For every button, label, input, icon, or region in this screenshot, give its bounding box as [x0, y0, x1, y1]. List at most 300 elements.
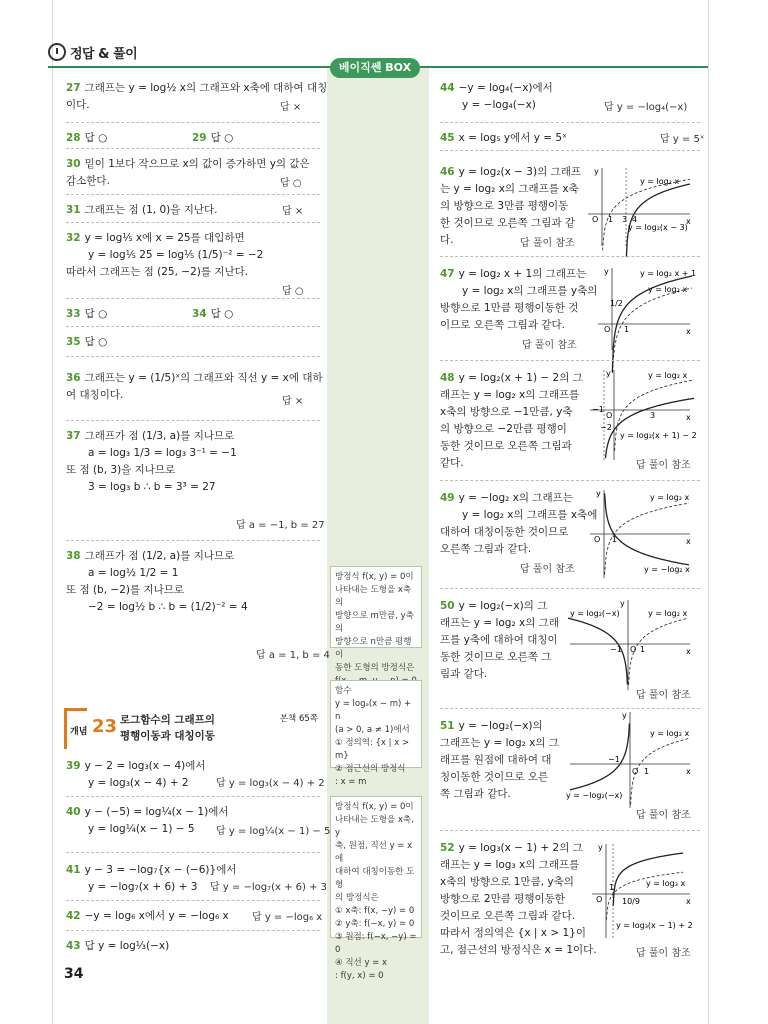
- base-curve: [603, 179, 690, 250]
- tick-minus-1: −1: [608, 755, 620, 764]
- problem-text: x축의 방향으로 1만큼, y축의: [440, 876, 574, 888]
- right-separator: [440, 708, 700, 709]
- problem-line: [440, 198, 581, 215]
- problem-line: [440, 632, 559, 649]
- side-box-2: [330, 680, 422, 787]
- problem-number: 42: [66, 910, 81, 922]
- problem-37: [66, 428, 237, 496]
- problem-line: [440, 942, 597, 959]
- side-box-line: : x = m: [335, 777, 367, 787]
- problem-number: 34: [192, 308, 207, 320]
- right-separator: [440, 122, 700, 123]
- problem-line: [66, 548, 248, 565]
- problem-line: [66, 445, 237, 462]
- problem-text: y − 3 = −log₇{x − (−6)}에서: [84, 864, 237, 876]
- page-number: 34: [64, 966, 84, 982]
- answer-31: 답 ×: [282, 206, 304, 217]
- problem-line: [440, 215, 581, 232]
- problem-line: [440, 266, 597, 283]
- problem-number: 31: [66, 204, 81, 216]
- problem-text: 래프는 y = log₂ x의 그래프를: [440, 389, 580, 401]
- base-label: y = log₂ x: [648, 285, 688, 294]
- side-box-1: [330, 566, 422, 673]
- side-box-line: 방향으로 m만큼, y축의: [335, 611, 414, 634]
- problem-43: [66, 938, 169, 955]
- x-axis-label: x: [686, 767, 691, 776]
- problem-number: 37: [66, 430, 81, 442]
- tick-1: 1: [644, 767, 650, 776]
- problem-text: 답 ○: [210, 308, 234, 320]
- problem-text: 칭이동한 것이므로 오른: [440, 771, 549, 783]
- problem-text: −2 = log½ b ∴ b = (1/2)⁻² = 4: [88, 601, 248, 613]
- problem-number: 29: [192, 132, 207, 144]
- problem-number: 40: [66, 806, 81, 818]
- problem-line: [66, 565, 248, 582]
- curve-label: y = −log₂(−x): [566, 791, 623, 800]
- base-label: y = log₂ x: [648, 371, 688, 380]
- problem-text: −y = log₄(−x)에서: [458, 82, 553, 94]
- problem-48: [440, 370, 583, 472]
- concept-label: 개념: [70, 727, 88, 737]
- left-separator: [66, 540, 320, 541]
- problem-line: [440, 490, 597, 507]
- problem-line: [66, 80, 327, 97]
- answer-50: 답 풀이 참조: [636, 690, 691, 701]
- tick-1: 1: [640, 645, 646, 654]
- problem-text: 같다.: [440, 457, 464, 469]
- tick-10-9: 10/9: [622, 897, 640, 906]
- problem-text: 래프는 y = log₂ x의 그래: [440, 617, 559, 629]
- problem-text: 밑이 1보다 작으므로 x의 값이 증가하면 y의 값은: [84, 158, 310, 170]
- problem-text: 그래프는 y = (1/5)ˣ의 그래프와 직선 y = x에 대하: [84, 372, 323, 384]
- left-separator: [66, 148, 320, 149]
- origin-label: O: [604, 325, 611, 334]
- problem-text: 따라서 정의역은 {x | x > 1}이: [440, 927, 586, 939]
- problem-line: [66, 908, 229, 925]
- answer-27: 답 ×: [280, 102, 302, 113]
- problem-text: y − (−5) = log¼(x − 1)에서: [84, 806, 229, 818]
- x-axis-label: x: [686, 647, 691, 656]
- problem-text: 따라서 그래프는 점 (25, −2)를 지난다.: [66, 266, 249, 278]
- problem-text: 고, 점근선의 방정식은 x = 1이다.: [440, 944, 597, 956]
- origin-label: O: [632, 767, 639, 776]
- curve-label: y = −log₂ x: [644, 565, 690, 574]
- problem-number: 51: [440, 720, 455, 732]
- problem-line: [440, 786, 559, 803]
- problem-line: [440, 181, 581, 198]
- problem-text: y = log₂(−x)의 그: [458, 600, 548, 612]
- problem-text: 그래프는 y = log₂ x의 그: [440, 737, 559, 749]
- problem-33: [66, 306, 107, 323]
- tick-1: 1: [608, 215, 614, 224]
- problem-52: [440, 840, 597, 959]
- answer-41: 답 y = −log₇(x + 6) + 3: [210, 882, 328, 893]
- problem-line: [440, 370, 583, 387]
- problem-29: [192, 130, 233, 147]
- problem-line: [66, 230, 263, 247]
- problem-text: 답 ○: [210, 132, 234, 144]
- answer-42: 답 y = −log₆ x: [252, 912, 323, 923]
- problem-47: [440, 266, 597, 334]
- x-axis-label: x: [686, 413, 691, 422]
- curve-label: y = log₃(x − 1) + 2: [616, 921, 693, 930]
- x-axis-label: x: [686, 217, 691, 226]
- problem-line: [440, 438, 583, 455]
- problem-text: 래프를 원점에 대하여 대: [440, 754, 552, 766]
- problem-number: 30: [66, 158, 81, 170]
- problem-text: y = log¼(x − 1) − 5: [88, 823, 195, 835]
- side-box-line: 나타내는 도형을 x축의: [335, 585, 412, 608]
- problem-text: y = log₂(x + 1) − 2의 그: [458, 372, 583, 384]
- problem-text: 3 = log₃ b ∴ b = 3³ = 27: [88, 481, 216, 493]
- answer-40: 답 y = log¼(x − 1) − 5: [216, 826, 331, 837]
- problem-line: [66, 582, 248, 599]
- problem-line: [66, 306, 107, 323]
- problem-text: 답 ○: [84, 336, 108, 348]
- problem-text: 그래프는 y = log½ x의 그래프와 x축에 대하여 대칭: [84, 82, 328, 94]
- problem-40: [66, 804, 229, 838]
- problem-line: [440, 164, 581, 181]
- right-separator: [440, 256, 700, 257]
- tick-1: 1: [624, 325, 630, 334]
- side-box-line: ④ 직선 y = x: [335, 958, 388, 968]
- problem-text: 오른쪽 그림과 같다.: [440, 543, 532, 555]
- tick-4: 4: [632, 215, 638, 224]
- problem-text: 이므로 오른쪽 그림과 같다.: [440, 319, 565, 331]
- problem-line: [66, 156, 310, 173]
- problem-text: 또 점 (b, −2)를 지나므로: [66, 584, 185, 596]
- problem-line: [192, 130, 233, 147]
- side-box-line: : f(y, x) = 0: [335, 971, 384, 981]
- concept-page-ref: 본책 65쪽: [279, 714, 318, 724]
- side-box-line: 축, 원점, 직선 y = x에: [335, 841, 413, 864]
- problem-line: [440, 507, 597, 524]
- base-label: y = log₂ x: [640, 177, 680, 186]
- side-box-line: 방향으로 n만큼 평행이: [335, 637, 412, 660]
- answer-36: 답 ×: [282, 396, 304, 407]
- problem-34: [192, 306, 233, 323]
- problem-line: [440, 752, 559, 769]
- problem-line: [440, 97, 553, 114]
- concept-title-1: 로그함수의 그래프의: [120, 714, 215, 726]
- tick-minus-1: −1: [610, 645, 622, 654]
- problem-text: −y = log₆ x에서 y = −log₆ x: [84, 910, 229, 922]
- problem-line: [440, 80, 553, 97]
- x-axis-label: x: [686, 897, 691, 906]
- problem-44: [440, 80, 553, 114]
- answer-51: 답 풀이 참조: [636, 810, 691, 821]
- problem-number: 32: [66, 232, 81, 244]
- reflected-curve: [570, 723, 629, 789]
- concept-title-2: 평행이동과 대칭이동: [120, 730, 215, 742]
- tick-3: 3: [650, 411, 656, 420]
- problem-31: [66, 202, 218, 219]
- y-axis-label: y: [594, 167, 599, 176]
- answer-45: 답 y = 5ˣ: [660, 134, 705, 145]
- problem-line: [440, 891, 597, 908]
- curve-label: y = log₂(−x): [570, 609, 620, 618]
- side-box-line: (a > 0, a ≠ 1)에서: [335, 725, 410, 735]
- problem-text: 방향으로 2만큼 평행이동한: [440, 893, 565, 905]
- tick-1: 1: [609, 883, 615, 892]
- problem-line: [66, 804, 229, 821]
- answer-47: 답 풀이 참조: [522, 340, 577, 351]
- y-axis-label: y: [606, 369, 611, 378]
- problem-line: [440, 769, 559, 786]
- side-box-3: [330, 796, 422, 981]
- side-box-line: 함수: [335, 686, 352, 696]
- problem-text: y = −log₇(x + 6) + 3: [88, 881, 198, 893]
- problem-text: 답 ○: [84, 132, 108, 144]
- left-separator: [66, 194, 320, 195]
- problem-text: 답 y = log⅓(−x): [84, 940, 170, 952]
- problem-line: [440, 317, 597, 334]
- side-box-line: ① x축: f(x, −y) = 0: [335, 906, 415, 916]
- side-box-line: ② y축: f(−x, y) = 0: [335, 919, 415, 929]
- problem-line: [440, 666, 559, 683]
- side-box-line: ② 점근선의 방정식: [335, 764, 406, 774]
- y-axis-label: y: [622, 711, 627, 720]
- left-separator: [66, 930, 320, 931]
- answer-39: 답 y = log₃(x − 4) + 2: [216, 778, 325, 789]
- problem-line: [66, 334, 107, 351]
- problem-text: y = log₂ x의 그래프를 x축에: [462, 509, 598, 521]
- answer-48: 답 풀이 참조: [636, 460, 691, 471]
- problem-text: 또 점 (b, 3)을 지나므로: [66, 464, 176, 476]
- problem-text: 쪽 그림과 같다.: [440, 788, 511, 800]
- problem-38: [66, 548, 248, 616]
- problem-text: y = −log₄(−x): [462, 99, 536, 111]
- problem-text: a = log₃ 1/3 = log₃ 3⁻¹ = −1: [88, 447, 237, 459]
- left-separator: [66, 222, 320, 223]
- side-box-line: 나타내는 도형을 x축, y: [335, 815, 414, 838]
- problem-line: [440, 874, 597, 891]
- problem-text: 동한 것이므로 오른쪽 그: [440, 651, 552, 663]
- problem-text: 의 방향으로 3만큼 평행이동: [440, 200, 569, 212]
- problem-text: 것이므로 오른쪽 그림과 같다.: [440, 910, 576, 922]
- problem-line: [440, 455, 583, 472]
- problem-text: 답 ○: [84, 308, 108, 320]
- left-separator: [66, 356, 320, 357]
- problem-number: 35: [66, 336, 81, 348]
- problem-text: 동한 것이므로 오른쪽 그림과: [440, 440, 572, 452]
- problem-42: [66, 908, 229, 925]
- left-separator: [66, 852, 320, 853]
- problem-line: [440, 598, 559, 615]
- tick-minus-1: −1: [592, 405, 604, 414]
- problem-number: 48: [440, 372, 455, 384]
- problem-text: 그래프가 점 (1/3, a)를 지나므로: [84, 430, 235, 442]
- problem-text: y = log⅕ 25 = log⅕ (1/5)⁻² = −2: [88, 249, 264, 261]
- problem-line: [66, 938, 169, 955]
- problem-line: [66, 862, 236, 879]
- problem-line: [440, 925, 597, 942]
- curve-label: y = log₂(x + 1) − 2: [620, 431, 697, 440]
- origin-label: O: [592, 215, 599, 224]
- tick-1: 1: [612, 535, 618, 544]
- problem-line: [440, 300, 597, 317]
- problem-number: 33: [66, 308, 81, 320]
- problem-text: 대하여 대칭이동한 것이므로: [440, 526, 569, 538]
- problem-line: [66, 370, 323, 387]
- problem-text: 프를 y축에 대하여 대칭이: [440, 634, 558, 646]
- problem-line: [440, 421, 583, 438]
- tick-half: 1/2: [610, 299, 623, 308]
- problem-text: y = −log₂ x의 그래프는: [458, 492, 573, 504]
- y-axis-label: y: [598, 843, 603, 852]
- problem-line: [66, 130, 107, 147]
- problem-28: [66, 130, 107, 147]
- problem-text: 그래프는 점 (1, 0)을 지난다.: [84, 204, 218, 216]
- left-separator: [66, 420, 320, 421]
- problem-number: 36: [66, 372, 81, 384]
- curve-label: y = log₂ x + 1: [640, 269, 697, 278]
- problem-39: [66, 758, 206, 792]
- problem-line: [66, 202, 218, 219]
- x-axis-label: x: [686, 327, 691, 336]
- problem-30: [66, 156, 310, 190]
- answer-32: 답 ○: [282, 286, 304, 297]
- problem-number: 43: [66, 940, 81, 952]
- problem-text: x = log₅ y에서 y = 5ˣ: [458, 132, 567, 144]
- problem-number: 28: [66, 132, 81, 144]
- problem-line: [66, 264, 263, 281]
- problem-text: 그래프가 점 (1/2, a)를 지나므로: [84, 550, 235, 562]
- problem-text: 는 y = log₂ x의 그래프를 x축: [440, 183, 579, 195]
- base-curve: [629, 618, 688, 684]
- answer-30: 답 ○: [280, 178, 302, 189]
- problem-text: y = log₂(x − 3)의 그래프: [458, 166, 581, 178]
- origin-label: O: [630, 645, 637, 654]
- problem-number: 39: [66, 760, 81, 772]
- left-separator: [66, 796, 320, 797]
- tick-minus-2: −2: [600, 423, 612, 432]
- basic-box-tag: 베이직쎈 BOX: [330, 58, 420, 78]
- side-box-line: 방정식 f(x, y) = 0이: [335, 802, 414, 812]
- left-separator: [66, 298, 320, 299]
- side-box-line: y = logₐ(x − m) + n: [335, 699, 412, 722]
- reflected-curve: [605, 493, 689, 565]
- answer-38: 답 a = 1, b = 4: [256, 650, 330, 661]
- y-axis-label: y: [596, 489, 601, 498]
- problem-text: 래프는 y = log₃ x의 그래프를: [440, 859, 580, 871]
- problem-line: [440, 615, 559, 632]
- origin-label: O: [596, 895, 603, 904]
- answer-37: 답 a = −1, b = 27: [236, 520, 325, 531]
- problem-line: [66, 173, 310, 190]
- problem-number: 44: [440, 82, 455, 94]
- problem-line: [440, 524, 597, 541]
- problem-number: 27: [66, 82, 81, 94]
- problem-line: [440, 283, 597, 300]
- answer-52: 답 풀이 참조: [636, 948, 691, 959]
- problem-35: [66, 334, 107, 351]
- problem-number: 38: [66, 550, 81, 562]
- problem-text: 림과 같다.: [440, 668, 488, 680]
- problem-line: [66, 599, 248, 616]
- problem-line: [440, 130, 567, 147]
- problem-line: [440, 908, 597, 925]
- problem-line: [66, 758, 206, 775]
- side-box-line: 대하여 대칭이동한 도형: [335, 867, 415, 890]
- problem-text: y = log₃(x − 4) + 2: [88, 777, 189, 789]
- problem-line: [66, 821, 229, 838]
- problem-line: [440, 387, 583, 404]
- problem-line: [440, 404, 583, 421]
- problem-text: y = log⅕ x에 x = 25를 대입하면: [84, 232, 245, 244]
- right-separator: [440, 150, 700, 151]
- header-title: 정답 & 풀이: [70, 46, 138, 62]
- problem-text: 의 방향으로 −2만큼 평행이: [440, 423, 567, 435]
- problem-text: 감소한다.: [66, 175, 110, 187]
- answer-46: 답 풀이 참조: [520, 238, 575, 249]
- answer-44: 답 y = −log₄(−x): [604, 102, 688, 113]
- side-box-line: 동한 도형의 방정식은: [335, 663, 415, 673]
- problem-text: 다.: [440, 234, 454, 246]
- base-label: y = log₂ x: [650, 729, 690, 738]
- base-label: y = log₂ x: [650, 493, 690, 502]
- problem-text: y = log₂ x + 1의 그래프는: [458, 268, 587, 280]
- problem-number: 47: [440, 268, 455, 280]
- concept-number: 23: [92, 716, 118, 737]
- problem-text: 방향으로 1만큼 평행이동한 것: [440, 302, 579, 314]
- answer-49: 답 풀이 참조: [520, 564, 575, 575]
- left-separator: [66, 326, 320, 327]
- problem-number: 41: [66, 864, 81, 876]
- curve-label: y = log₂(x − 3): [628, 223, 688, 232]
- problem-text: x축의 방향으로 −1만큼, y축: [440, 406, 573, 418]
- problem-line: [440, 735, 559, 752]
- problem-line: [192, 306, 233, 323]
- x-axis-label: x: [686, 537, 691, 546]
- problem-text: y = −log₂(−x)의: [458, 720, 543, 732]
- right-separator: [440, 480, 700, 481]
- problem-text: y − 2 = log₃(x − 4)에서: [84, 760, 206, 772]
- problem-line: [440, 857, 597, 874]
- right-separator: [440, 360, 700, 361]
- problem-line: [66, 247, 263, 264]
- problem-text: 여 대칭이다.: [66, 389, 124, 401]
- base-label: y = log₃ x: [646, 879, 686, 888]
- problem-45: [440, 130, 567, 147]
- problem-32: [66, 230, 263, 281]
- problem-line: [440, 718, 559, 735]
- tick-3: 3: [622, 215, 628, 224]
- base-curve: [631, 738, 690, 804]
- problem-number: 46: [440, 166, 455, 178]
- right-separator: [440, 588, 700, 589]
- y-axis-label: y: [620, 599, 625, 608]
- problem-line: [440, 840, 597, 857]
- problem-line: [66, 428, 237, 445]
- problem-49: [440, 490, 597, 558]
- left-separator: [66, 122, 320, 123]
- side-box-line: 방정식 f(x, y) = 0이: [335, 572, 414, 582]
- problem-number: 49: [440, 492, 455, 504]
- problem-text: y = log₃(x − 1) + 2의 그: [458, 842, 583, 854]
- y-axis-label: y: [604, 267, 609, 276]
- shifted-curve: [605, 398, 694, 458]
- right-separator: [440, 830, 700, 831]
- problem-51: [440, 718, 559, 803]
- problem-text: 이다.: [66, 99, 90, 111]
- origin-label: O: [594, 535, 601, 544]
- problem-line: [440, 541, 597, 558]
- base-label: y = log₂ x: [648, 609, 688, 618]
- problem-text: a = log½ 1/2 = 1: [88, 567, 179, 579]
- problem-line: [66, 462, 237, 479]
- problem-50: [440, 598, 559, 683]
